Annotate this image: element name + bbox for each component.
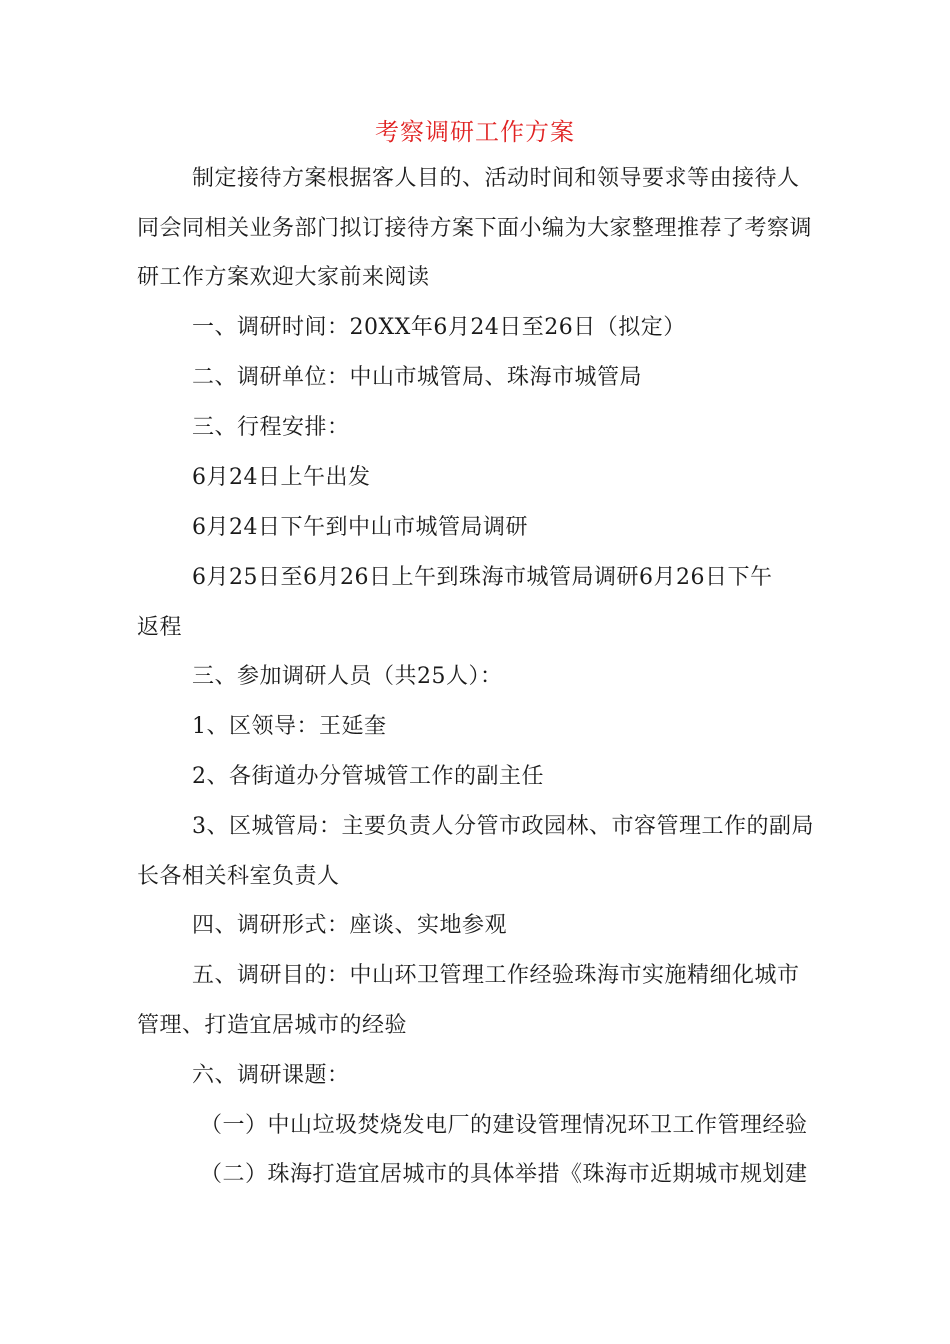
paragraph-line: 制定接待方案根据客人目的、活动时间和领导要求等由接待人	[192, 166, 800, 191]
paragraph-line: 二、调研单位：中山市城管局、珠海市城管局	[192, 365, 643, 390]
paragraph-line: 6月24日下午到中山市城管局调研	[192, 515, 528, 540]
paragraph-line: 四、调研形式：座谈、实地参观	[192, 913, 508, 938]
paragraph-line: 管理、打造宜居城市的经验	[137, 1013, 408, 1038]
section-heading: 三、参加调研人员（共25人）：	[192, 664, 503, 689]
paragraph-line: 长各相关科室负责人	[137, 864, 340, 889]
paragraph-line: 2、各街道办分管城管工作的副主任	[192, 764, 544, 789]
section-heading: 六、调研课题：	[192, 1063, 350, 1088]
document-title: 考察调研工作方案	[375, 118, 575, 146]
paragraph-line: 返程	[137, 615, 183, 640]
paragraph-line: 6月24日上午出发	[192, 465, 371, 490]
paragraph-line: 同会同相关业务部门拟订接待方案下面小编为大家整理推荐了考察调	[137, 216, 813, 241]
paragraph-line: 1、区领导：王延奎	[192, 714, 387, 739]
paragraph-line: 一、调研时间：20XX年6月24日至26日（拟定）	[192, 315, 686, 340]
paragraph-line: （一）中山垃圾焚烧发电厂的建设管理情况环卫工作管理经验	[200, 1113, 808, 1138]
paragraph-line: 3、区城管局：主要负责人分管市政园林、市容管理工作的副局	[192, 814, 814, 839]
paragraph-line: （二）珠海打造宜居城市的具体举措《珠海市近期城市规划建	[200, 1162, 808, 1187]
paragraph-line: 五、调研目的：中山环卫管理工作经验珠海市实施精细化城市	[192, 963, 800, 988]
paragraph-line: 研工作方案欢迎大家前来阅读	[137, 265, 430, 290]
paragraph-line: 6月25日至6月26日上午到珠海市城管局调研6月26日下午	[192, 565, 773, 590]
section-heading: 三、行程安排：	[192, 415, 350, 440]
